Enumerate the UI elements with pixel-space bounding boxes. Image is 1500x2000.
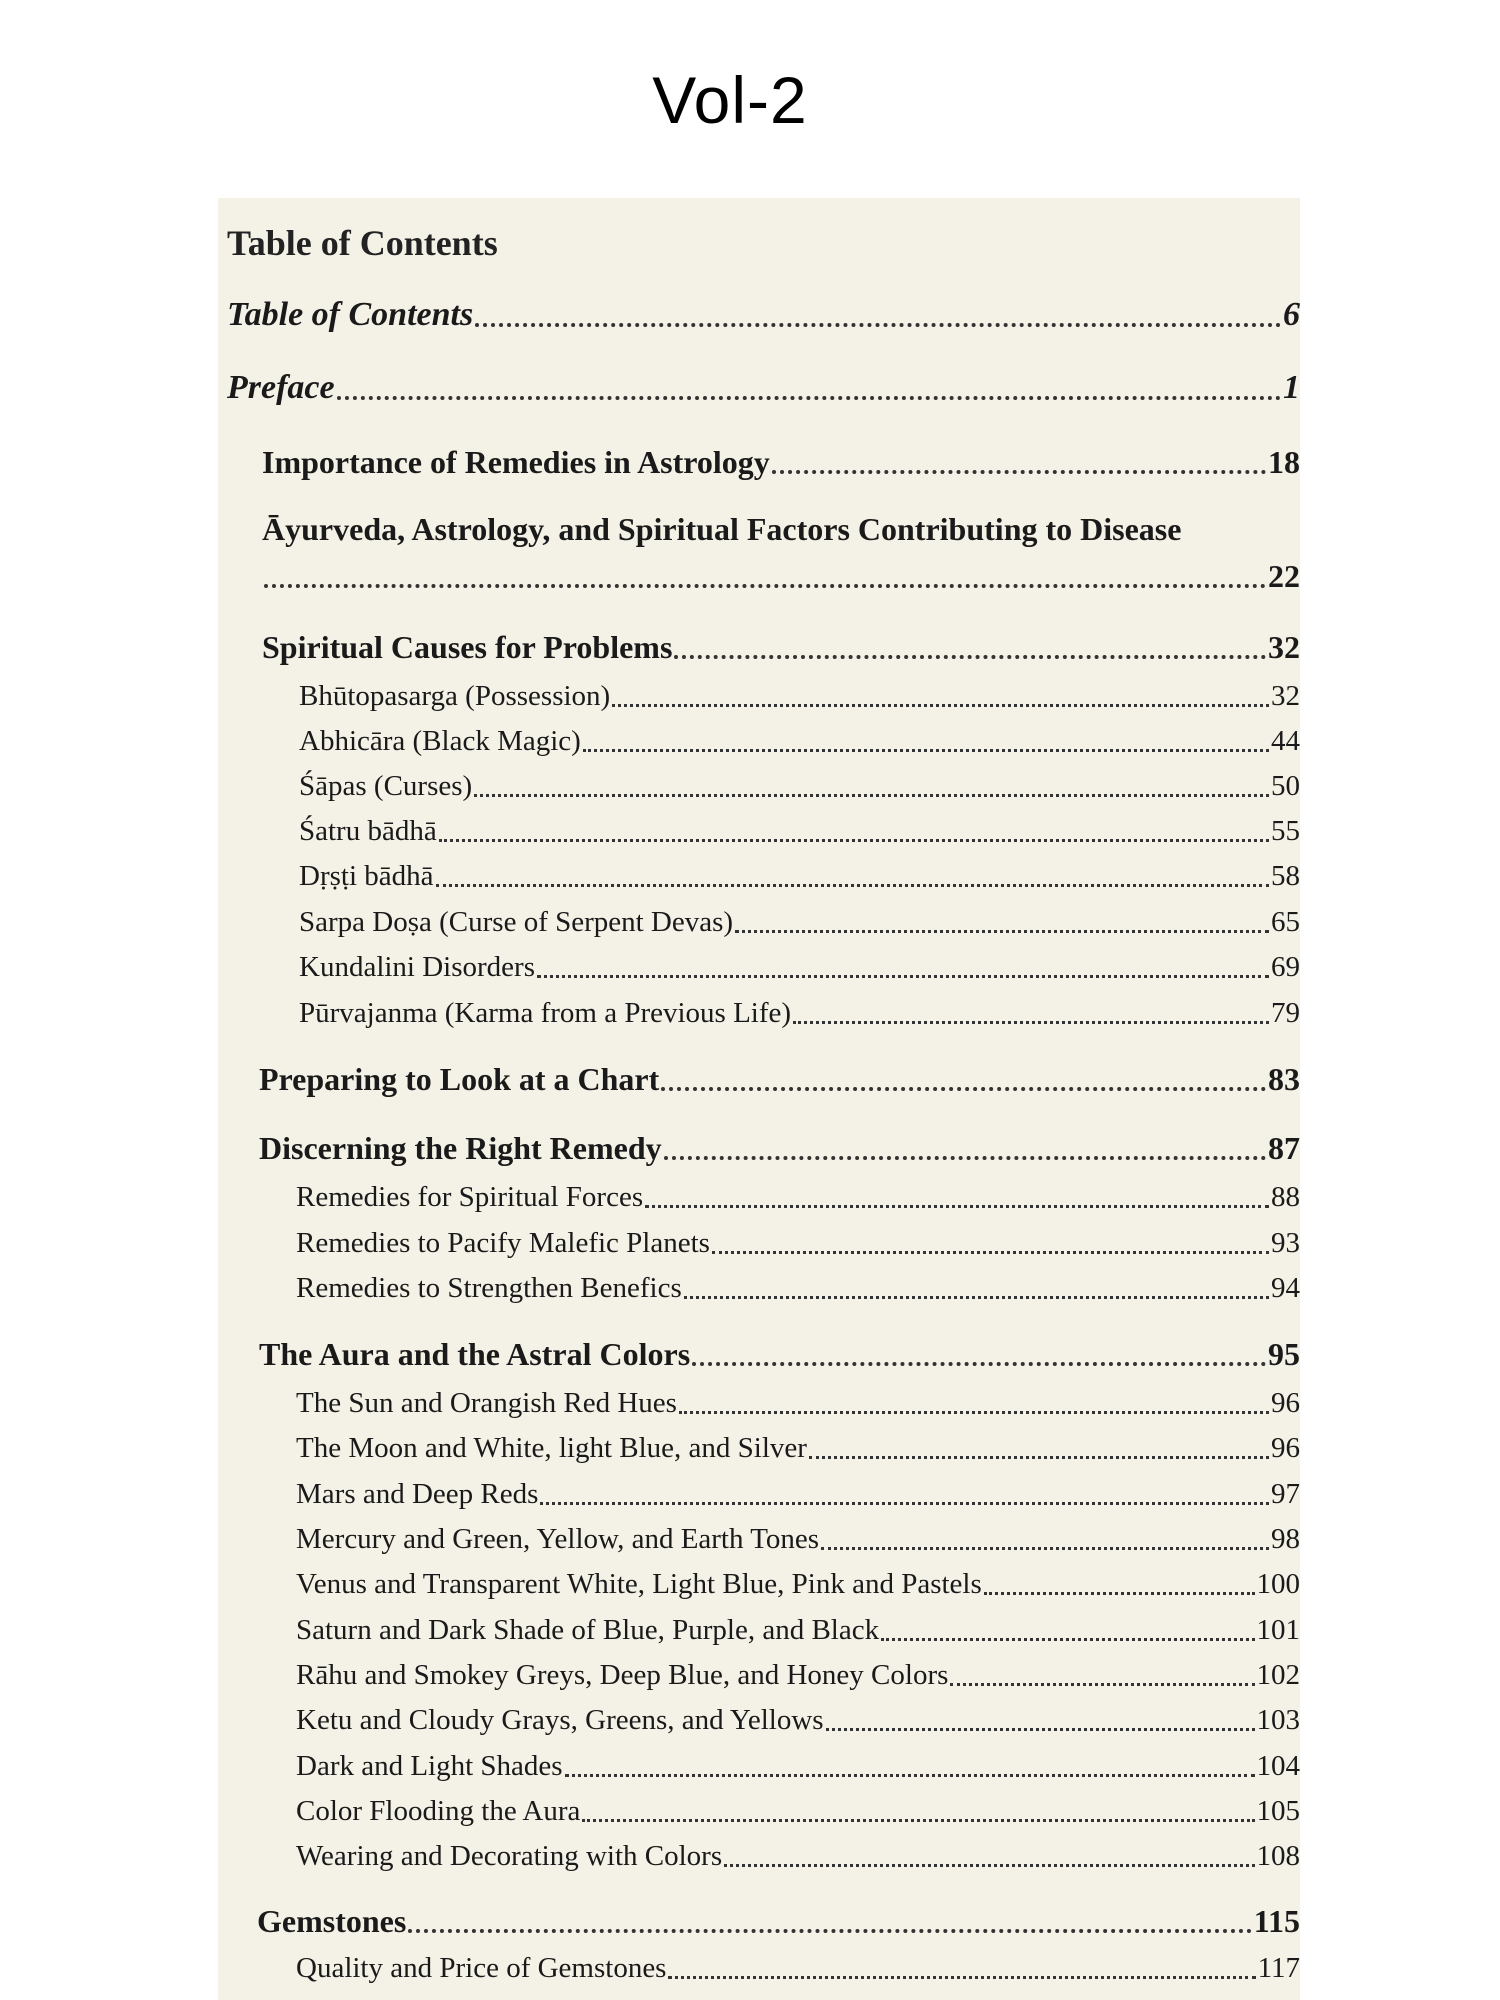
dot-leader: [692, 1362, 1266, 1366]
toc-entry-page: 44: [1271, 725, 1300, 757]
dot-leader: [984, 1592, 1255, 1595]
toc-heading: Table of Contents: [227, 223, 498, 263]
toc-entry-title: Kundalini Disorders: [299, 951, 535, 983]
toc-entry-page: 96: [1271, 1432, 1300, 1464]
dot-leader: [712, 1251, 1269, 1254]
toc-entry-page: 79: [1271, 997, 1300, 1029]
dot-leader: [772, 470, 1266, 474]
dot-leader: [612, 704, 1269, 707]
toc-entry-page: 104: [1256, 1750, 1300, 1782]
toc-entry[interactable]: [259, 1061, 1300, 1098]
toc-entry[interactable]: [262, 444, 1300, 481]
toc-entry-page: 105: [1256, 1795, 1300, 1827]
toc-entry[interactable]: [296, 1272, 1300, 1305]
toc-entry[interactable]: [299, 815, 1300, 848]
dot-leader: [881, 1638, 1254, 1641]
dot-leader: [826, 1728, 1255, 1731]
toc-entry[interactable]: [296, 1227, 1300, 1260]
toc-entry-page: 98: [1271, 1523, 1300, 1555]
toc-entry-page: 95: [1268, 1336, 1300, 1372]
dot-leader: [679, 1411, 1269, 1414]
toc-entry[interactable]: [299, 860, 1300, 893]
dot-leader: [950, 1683, 1254, 1686]
toc-entry-page: 87: [1268, 1130, 1300, 1166]
dot-leader: [337, 396, 1281, 400]
toc-entry-title: Wearing and Decorating with Colors: [296, 1840, 723, 1872]
dot-leader: [674, 655, 1266, 659]
toc-entry[interactable]: [296, 1478, 1300, 1511]
dot-leader: [724, 1864, 1254, 1867]
toc-entry-title: Dṛṣṭi bādhā: [299, 860, 434, 892]
toc-entry[interactable]: [296, 1952, 1300, 1985]
toc-entry-title: Spiritual Causes for Problems: [262, 629, 673, 665]
toc-entry-title: Dark and Light Shades: [296, 1750, 563, 1782]
toc-entry-page: 117: [1257, 1952, 1300, 1984]
toc-entry[interactable]: [296, 1750, 1300, 1783]
toc-entry-title: Remedies to Strengthen Benefics: [296, 1272, 682, 1304]
toc-entry[interactable]: [299, 906, 1300, 939]
toc-entry-page: 1: [1283, 369, 1300, 406]
dot-leader: [668, 1976, 1255, 1979]
toc-entry-page: 32: [1268, 629, 1300, 665]
toc-entry-page: 93: [1271, 1227, 1300, 1259]
toc-entry[interactable]: [299, 770, 1300, 803]
toc-entry-page: 102: [1256, 1659, 1300, 1691]
toc-entry-title: Mars and Deep Reds: [296, 1478, 539, 1510]
toc-entry-page: 18: [1268, 444, 1300, 480]
toc-entry-page: 100: [1256, 1568, 1300, 1600]
toc-entry-page: 69: [1271, 951, 1300, 983]
toc-entry[interactable]: [259, 1336, 1300, 1373]
toc-entry[interactable]: [296, 1387, 1300, 1420]
toc-entry-title: Śatru bādhā: [299, 815, 437, 847]
toc-entry-page: 50: [1271, 770, 1300, 802]
toc-entry-page: 94: [1271, 1272, 1300, 1304]
toc-entry[interactable]: [299, 680, 1300, 713]
toc-entry-title: Remedies for Spiritual Forces: [296, 1181, 644, 1213]
toc-entry[interactable]: [299, 725, 1300, 758]
toc-entry-page: 103: [1256, 1704, 1300, 1736]
dot-leader: [664, 1156, 1266, 1160]
toc-entry[interactable]: [262, 511, 1300, 595]
dot-leader: [540, 1502, 1269, 1505]
toc-entry-page: 22: [1268, 558, 1300, 594]
dot-leader: [475, 323, 1281, 327]
toc-entry-page: 58: [1271, 860, 1300, 892]
toc-entry[interactable]: [262, 629, 1300, 666]
toc-entry[interactable]: [259, 1130, 1300, 1167]
toc-entry-title: Discerning the Right Remedy: [259, 1130, 662, 1166]
toc-entry-leader-line: [262, 558, 1300, 595]
toc-entry[interactable]: [296, 1659, 1300, 1692]
toc-entry[interactable]: [227, 296, 1300, 334]
dot-leader: [264, 584, 1266, 588]
toc-entry-title: Table of Contents: [227, 296, 474, 333]
toc-entry-title: Ketu and Cloudy Grays, Greens, and Yellows: [296, 1704, 824, 1736]
toc-entry-title: Remedies to Pacify Malefic Planets: [296, 1227, 710, 1259]
dot-leader: [582, 1819, 1254, 1822]
dot-leader: [793, 1021, 1269, 1024]
toc-entry-page: 108: [1256, 1840, 1300, 1872]
toc-entry-page: 96: [1271, 1387, 1300, 1419]
toc-entry[interactable]: [296, 1432, 1300, 1465]
toc-entry-title: The Moon and White, light Blue, and Silver: [296, 1432, 807, 1464]
dot-leader: [583, 749, 1269, 752]
toc-entry-title: Color Flooding the Aura: [296, 1795, 581, 1827]
volume-title: Vol-2: [652, 63, 808, 137]
toc-entry-page: 97: [1271, 1478, 1300, 1510]
toc-entry-title: Importance of Remedies in Astrology: [262, 444, 770, 480]
toc-entry[interactable]: [296, 1704, 1300, 1737]
dot-leader: [684, 1296, 1269, 1299]
dot-leader: [565, 1774, 1255, 1777]
dot-leader: [809, 1456, 1269, 1459]
toc-entry[interactable]: [296, 1840, 1300, 1873]
toc-entry-page: 115: [1253, 1903, 1300, 1939]
toc-entry-title: The Aura and the Astral Colors: [259, 1336, 691, 1372]
toc-entry-title: The Sun and Orangish Red Hues: [296, 1387, 677, 1419]
toc-entry-title: Bhūtopasarga (Possession): [299, 680, 611, 712]
toc-entry-page: 55: [1271, 815, 1300, 847]
dot-leader: [661, 1087, 1266, 1091]
toc-entry[interactable]: [296, 1523, 1300, 1556]
toc-entry[interactable]: [227, 369, 1300, 407]
toc-entry-title: Pūrvajanma (Karma from a Previous Life): [299, 997, 792, 1029]
toc-entry-title: Āyurveda, Astrology, and Spiritual Factors Contributing to Disease: [262, 511, 1182, 547]
dot-leader: [408, 1929, 1251, 1933]
toc-entry[interactable]: [296, 1795, 1300, 1828]
toc-entry-title: Preparing to Look at a Chart: [259, 1061, 660, 1097]
toc-entry-page: 88: [1271, 1181, 1300, 1213]
dot-leader: [436, 884, 1270, 887]
toc-entry[interactable]: [296, 1181, 1300, 1214]
toc-entry-title: Preface: [227, 369, 335, 406]
toc-entry-title: Abhicāra (Black Magic): [299, 725, 581, 757]
toc-entry[interactable]: [299, 951, 1300, 984]
toc-entry[interactable]: [299, 997, 1300, 1030]
dot-leader: [735, 930, 1269, 933]
toc-entry-title: Quality and Price of Gemstones: [296, 1952, 667, 1984]
toc-entry-title: Śāpas (Curses): [299, 770, 473, 802]
dot-leader: [645, 1205, 1269, 1208]
toc-entry-page: 6: [1283, 296, 1300, 333]
toc-entry-title: Saturn and Dark Shade of Blue, Purple, and Black: [296, 1614, 880, 1646]
toc-entry-page: 32: [1271, 680, 1300, 712]
toc-entry-page: 83: [1268, 1061, 1300, 1097]
toc-entry-title: Mercury and Green, Yellow, and Earth Tones: [296, 1523, 820, 1555]
toc-entry-page: 101: [1256, 1614, 1300, 1646]
toc-entry[interactable]: [296, 1614, 1300, 1647]
dot-leader: [537, 975, 1269, 978]
toc-entry-title: Venus and Transparent White, Light Blue, Pink and Pastels: [296, 1568, 982, 1600]
toc-entry[interactable]: [296, 1568, 1300, 1601]
toc-entry-page: 65: [1271, 906, 1300, 938]
toc-entry-title: Gemstones: [257, 1903, 407, 1939]
dot-leader: [474, 794, 1269, 797]
dot-leader: [439, 839, 1269, 842]
toc-entry[interactable]: [257, 1903, 1300, 1940]
toc-entry-title: Sarpa Doṣa (Curse of Serpent Devas): [299, 906, 734, 938]
toc-entry-title: Rāhu and Smokey Greys, Deep Blue, and Honey Colors: [296, 1659, 949, 1691]
dot-leader: [821, 1547, 1269, 1550]
